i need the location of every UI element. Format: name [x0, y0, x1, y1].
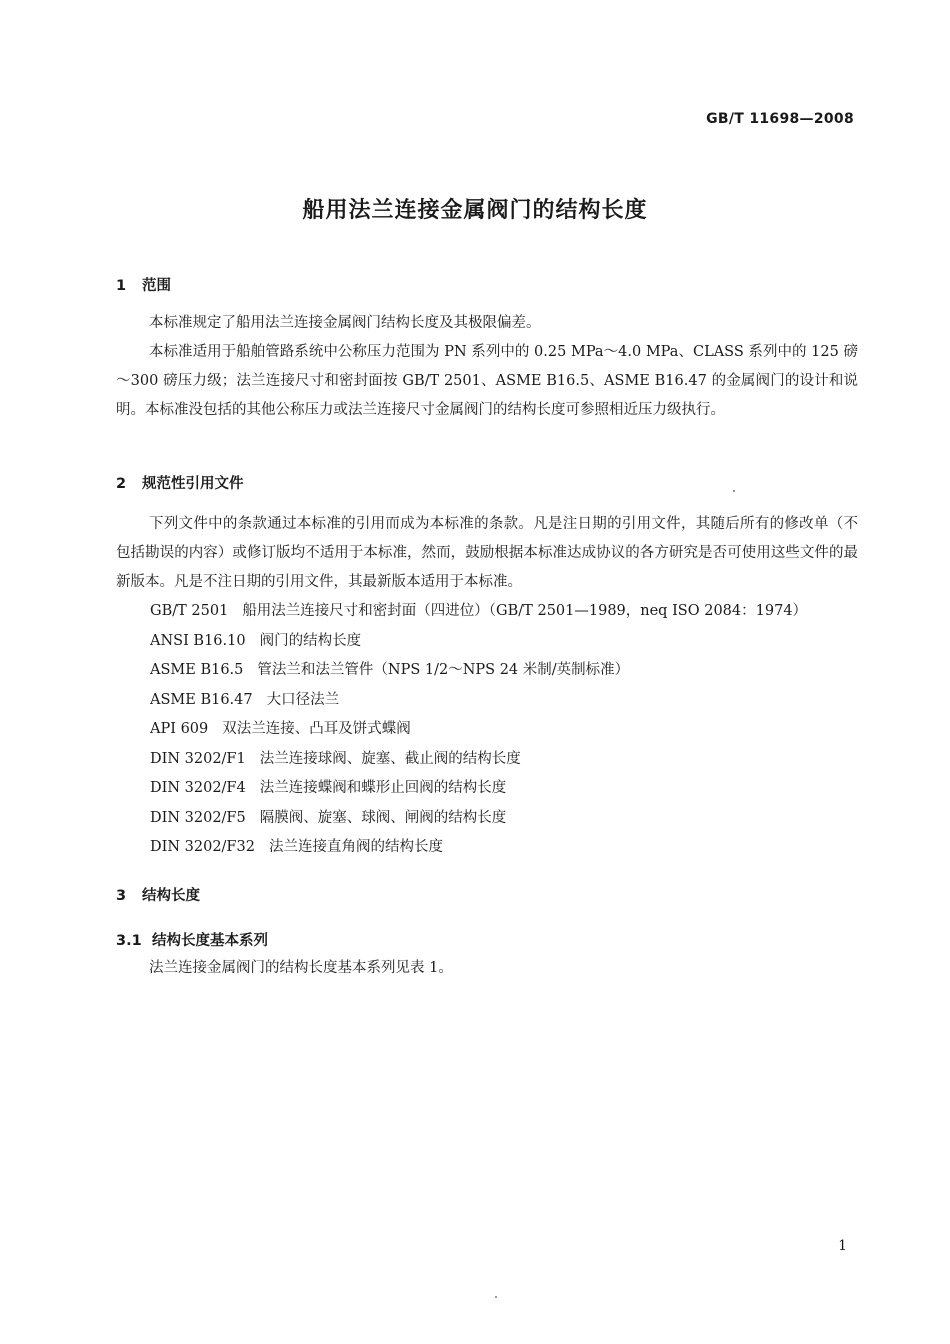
section-title: 结构长度 — [142, 888, 200, 904]
reference-title: 法兰连接球阀、旋塞、截止阀的结构长度 — [259, 750, 521, 767]
reference-item — [150, 774, 850, 804]
scan-speck — [733, 490, 735, 492]
subsection-title: 结构长度基本系列 — [152, 933, 268, 949]
reference-item — [150, 656, 850, 686]
reference-title: 管法兰和法兰管件（NPS 1/2～NPS 24 米制/英制标准） — [257, 662, 630, 678]
section-3-1-paragraph-1: 法兰连接金属阀门的结构长度基本系列见表 1。 — [149, 960, 453, 976]
reference-code: ASME B16.5 — [150, 662, 244, 678]
normative-references-list — [150, 597, 850, 863]
reference-code: DIN 3202/F4 — [150, 780, 246, 796]
reference-title: 隔膜阀、旋塞、球阀、闸阀的结构长度 — [259, 809, 507, 826]
reference-code: DIN 3202/F32 — [150, 839, 255, 855]
reference-code: GB/T 2501 — [150, 603, 229, 619]
section-1-heading — [116, 274, 171, 295]
reference-title: 船用法兰连接尺寸和密封面（四进位）（GB/T 2501—1989，neq ISO 2084：1974） — [242, 603, 808, 619]
reference-title: 大口径法兰 — [266, 691, 340, 708]
section-1-paragraph-2: 本标准适用于船舶管路系统中公称压力范围为 PN 系列中的 0.25 MPa～4.0 MPa、CLASS 系列中的 125 磅～300 磅压力级；法兰连接尺寸和密封面按 GB/T 2501、ASME B16.5、ASME B16.47 的金属阀门的设计和说明。本标准没包括的其他公称压力或法兰连接尺寸金属阀门的结构长度可参照相近压力级执行。 — [116, 344, 858, 418]
reference-item — [150, 833, 850, 863]
reference-title: 法兰连接蝶阀和蝶形止回阀的结构长度 — [259, 780, 507, 796]
reference-title: 双法兰连接、凸耳及饼式蝶阀 — [222, 721, 411, 737]
document-title: 船用法兰连接金属阀门的结构长度 — [302, 198, 648, 223]
section-number: 2 — [116, 476, 127, 492]
reference-code: ANSI B16.10 — [150, 632, 246, 649]
section-3-1-heading — [116, 929, 268, 950]
section-number: 3 — [116, 888, 127, 904]
reference-code: DIN 3202/F5 — [150, 809, 246, 826]
reference-item — [150, 804, 850, 834]
scan-speck — [495, 1296, 497, 1298]
section-1-paragraph-1: 本标准规定了船用法兰连接金属阀门结构长度及其极限偏差。 — [149, 315, 541, 331]
section-2-paragraph-1: 下列文件中的条款通过本标准的引用而成为本标准的条款。凡是注日期的引用文件，其随后所有的修改单（不包括勘误的内容）或修订版均不适用于本标准，然而，鼓励根据本标准达成协议的各方研究是否可使用这些文件的最新版本。凡是不注日期的引用文件，其最新版本适用于本标准。 — [116, 516, 858, 590]
reference-item — [150, 627, 850, 657]
section-title: 范围 — [142, 278, 171, 294]
reference-item — [150, 686, 850, 716]
standard-code: GB/T 11698—2008 — [706, 111, 854, 127]
section-number: 1 — [116, 278, 127, 294]
reference-title: 法兰连接直角阀的结构长度 — [268, 839, 443, 855]
reference-item — [150, 715, 850, 745]
subsection-number: 3.1 — [116, 933, 142, 949]
reference-code: DIN 3202/F1 — [150, 750, 246, 767]
reference-item — [150, 597, 850, 627]
reference-title: 阀门的结构长度 — [259, 632, 362, 649]
reference-code: API 609 — [150, 721, 209, 737]
reference-code: ASME B16.47 — [150, 691, 253, 708]
page-number: 1 — [838, 1238, 847, 1254]
reference-item — [150, 745, 850, 775]
section-2-heading — [116, 472, 244, 493]
section-title: 规范性引用文件 — [142, 476, 244, 492]
section-3-heading — [116, 884, 200, 905]
